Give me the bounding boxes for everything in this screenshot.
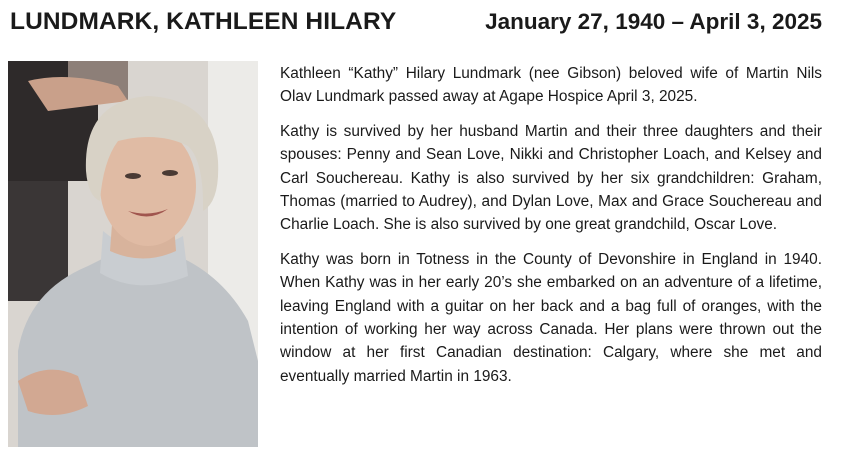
- obituary-text: [280, 62, 822, 399]
- life-dates: January 27, 1940 – April 3, 2025: [485, 9, 822, 34]
- obituary-paragraph-1: Kathleen “Kathy” Hilary Lundmark (nee Gibson) beloved wife of Martin Nils Olav Lundmark passed away at Agape Hospice April 3, 2025.: [280, 65, 822, 106]
- portrait-photo: [8, 61, 258, 447]
- obituary-paragraph-2: Kathy is survived by her husband Martin and their three daughters and their spouses: Penny and Sean Love, Nikki and Christopher Loach, and Kelsey and Carl Souchereau. Kathy is also survived by her six grandchildren: Graham, Thomas (married to Audrey), and Dylan Love, Max and Grace Souchereau and Charlie Loach. She is also survived by one great grandchild, Oscar Love.: [280, 122, 822, 234]
- obituary-paragraph-3: Kathy was born in Totness in the County of Devonshire in England in 1940. When Kathy was in her early 20’s she embarked on an adventure of a lifetime, leaving England with a guitar on her back and a bag full of oranges, with the intention of working her way across Canada. Her plans were thrown out the window at her first Canadian destination: Calgary, where she met and eventually married Martin in 1963.: [280, 250, 822, 385]
- portrait-illustration: [8, 61, 258, 447]
- deceased-name: LUNDMARK, KATHLEEN HILARY: [10, 8, 397, 35]
